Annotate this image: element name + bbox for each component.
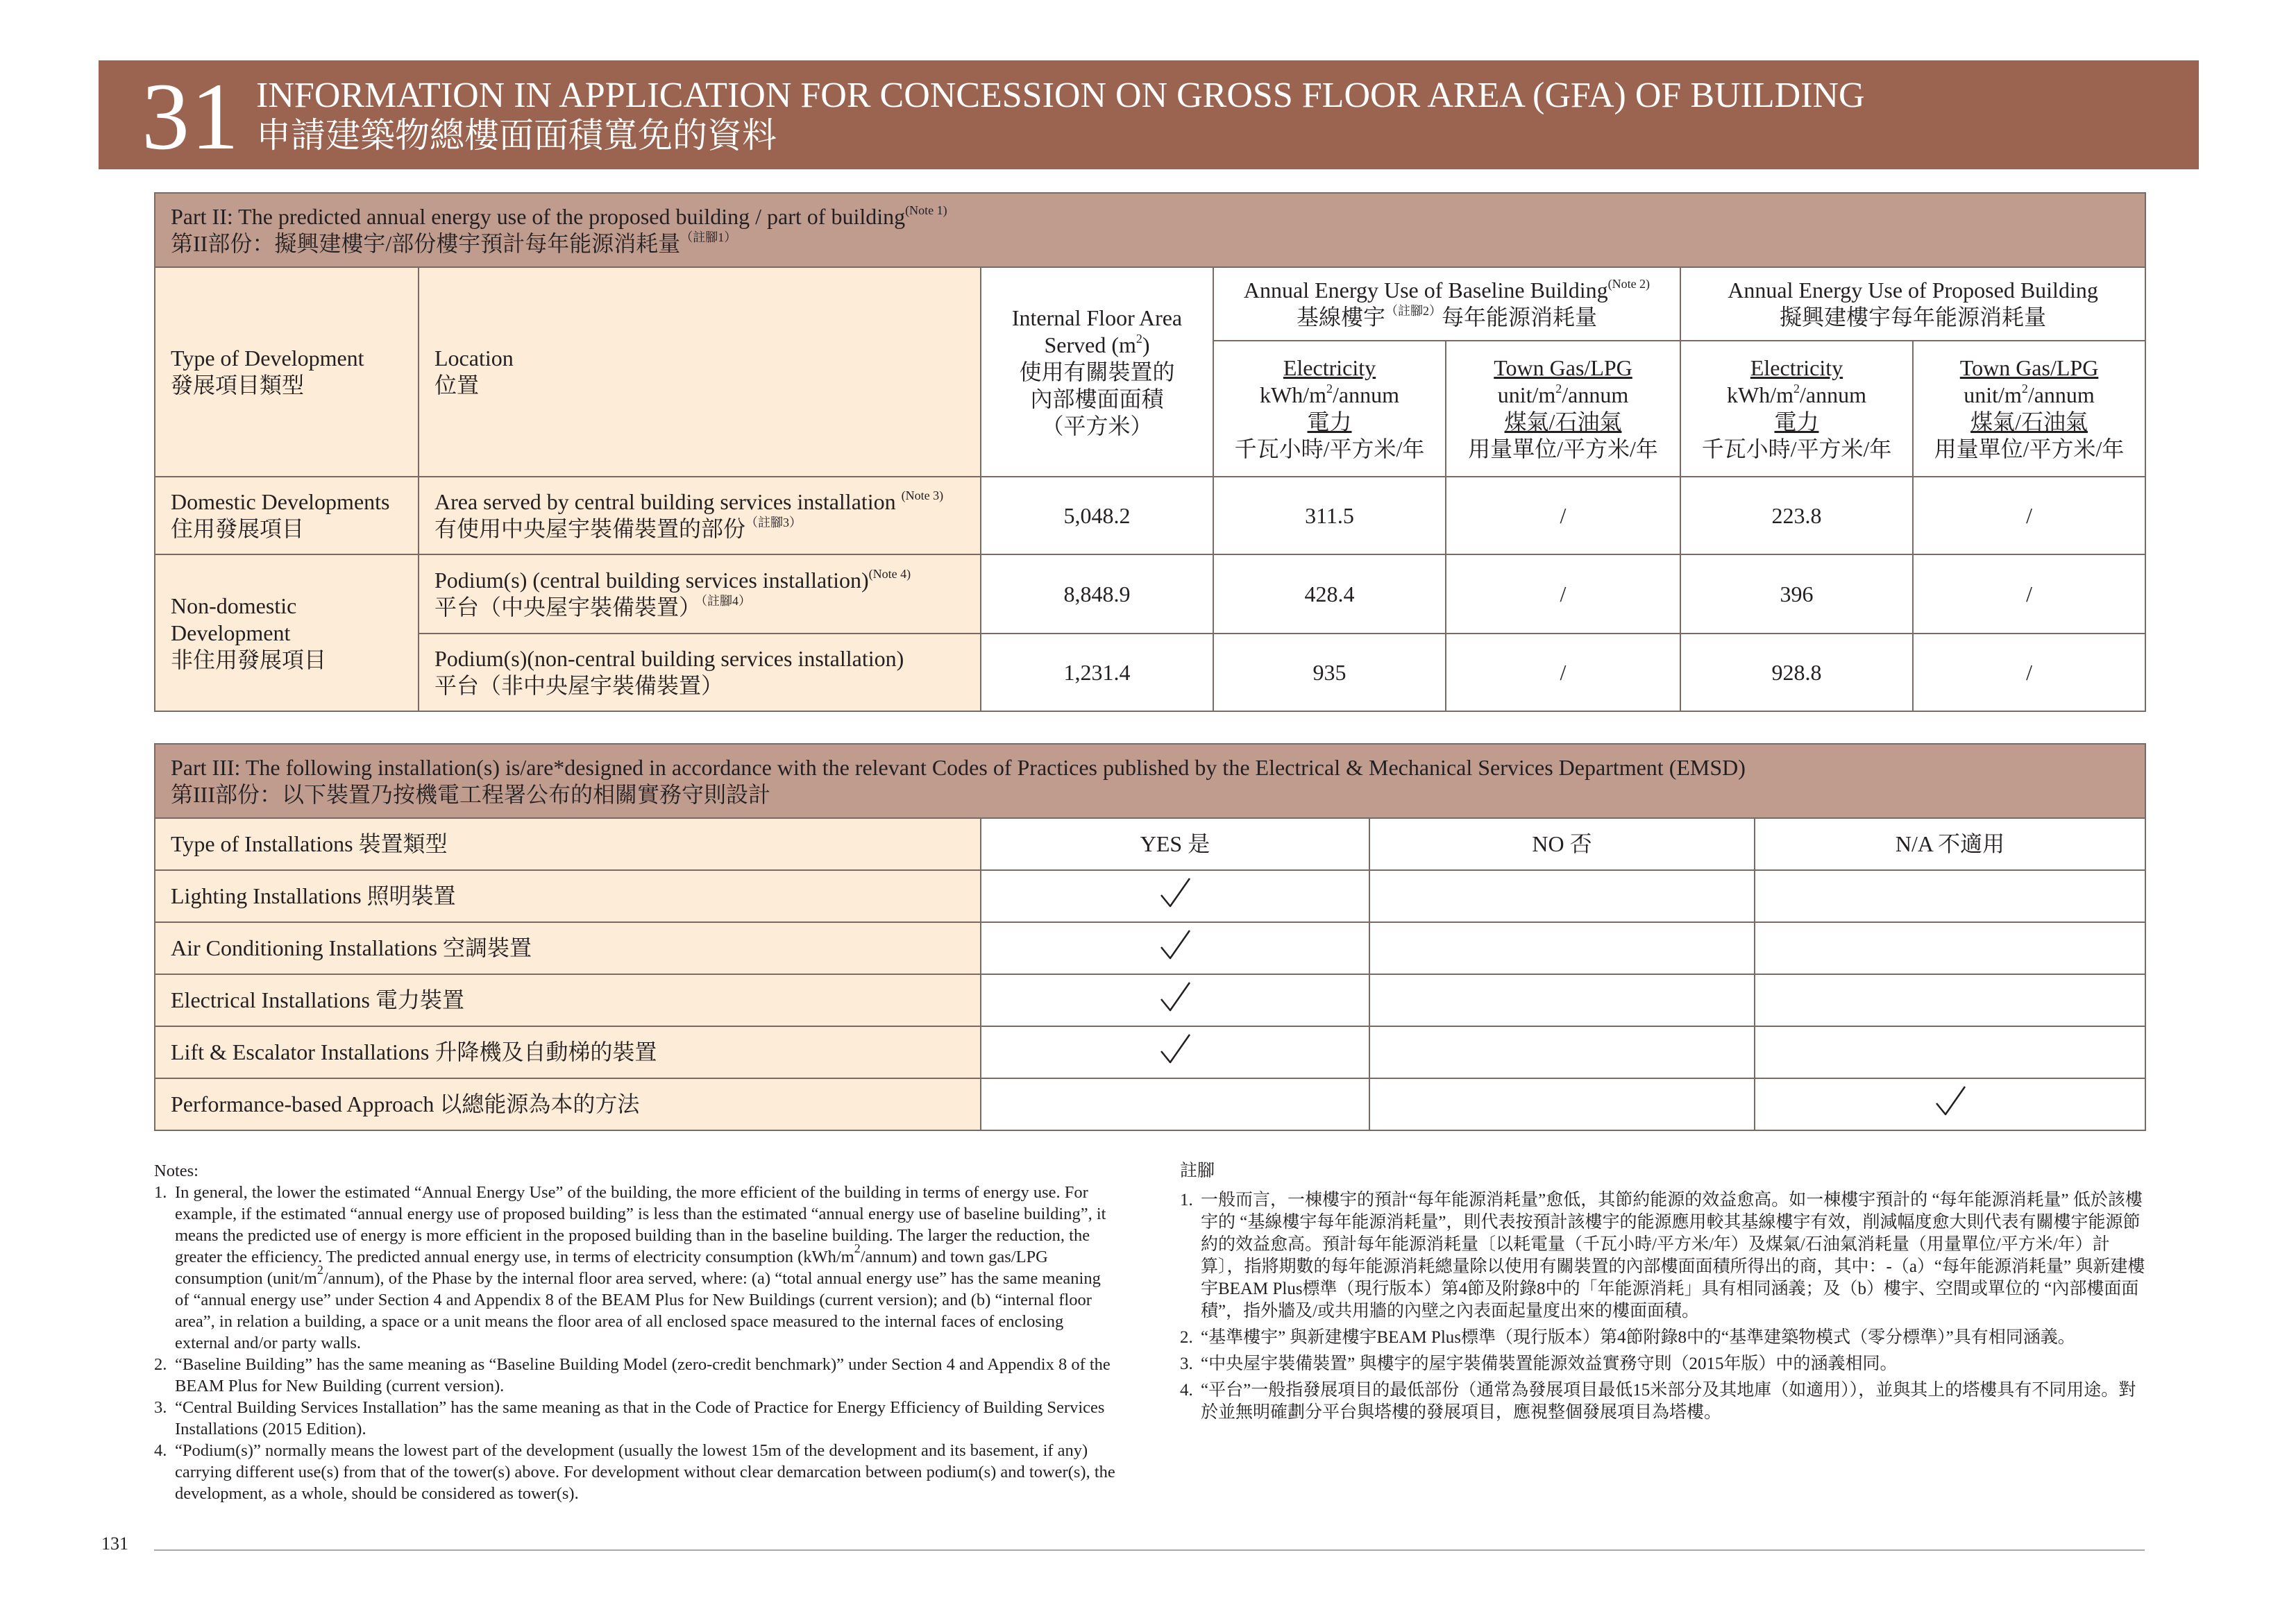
gas-zh: 煤氣/石油氣 [1970, 409, 2088, 434]
note-number: 3. [154, 1398, 167, 1417]
note-sup-a: 2 [854, 1241, 861, 1255]
section-number: 31 [142, 63, 240, 169]
note-number: 3. [1180, 1354, 1193, 1373]
note-text-c: /annum), of the Phase by the internal floor area served, where: (a) “total annual energy use” has the same meaning of “annual energy use” under Section 4 and Appendix 8 of the BEAM Plus for New Buildings (current version); and (b) “internal floor area”, in relation a building, a space or a unit means the floor area of all enclosed space measured to the internal faces of enclosing external and/or party walls. [175, 1269, 1101, 1352]
cell-ifa: 8,848.9 [981, 554, 1213, 634]
header-ifa-sup: 2 [1136, 331, 1142, 346]
installation-label: Electrical Installations 電力裝置 [155, 974, 981, 1026]
cell-yes [981, 1078, 1369, 1130]
table-row [155, 477, 2145, 554]
row-location [419, 477, 981, 554]
header-proposed-gas [1913, 341, 2145, 477]
elec-unit-b: /annum [1333, 382, 1399, 407]
row-location-zh: 平台（中央屋宇裝備裝置） [434, 595, 702, 620]
gas-en: Town Gas/LPG [1494, 355, 1632, 380]
header-ifa-en1: Internal Floor Area [1011, 305, 1183, 330]
note-zh-item [1180, 1189, 2146, 1323]
elec-unit-a: kWh/m [1260, 382, 1326, 407]
cell-base-elec: 935 [1213, 634, 1446, 711]
cell-ifa: 5,048.2 [981, 477, 1213, 554]
note-number: 1. [1180, 1191, 1193, 1209]
part2-title-zh: 第II部份：擬興建樓宇/部份樓宇預計每年能源消耗量 [171, 230, 681, 256]
part3-rows [155, 870, 2145, 1130]
note-en-item [154, 1354, 1117, 1397]
header-type-en: Type of Development [171, 346, 364, 371]
note-sup-b: 2 [316, 1263, 323, 1277]
part3-title [155, 744, 2145, 818]
note-text: “中央屋宇裝備裝置” 與樓宇的屋宇裝備裝置能源效益實務守則（2015年版）中的涵義相同。 [1201, 1354, 1898, 1373]
header-type-zh: 發展項目類型 [171, 373, 305, 398]
note-number: 4. [154, 1441, 167, 1460]
checkmark-icon [1158, 1032, 1192, 1067]
part3-table [154, 743, 2146, 1131]
note-number: 4. [1180, 1381, 1193, 1400]
cell-base-elec: 311.5 [1213, 477, 1446, 554]
header-ifa-zh3: （平方米） [1041, 413, 1153, 439]
table-row [155, 870, 2145, 922]
note-text: “Central Building Services Installation” has the same meaning as that in the Code of Practice for Energy Efficiency of Building Services Installations (2015 Edition). [175, 1398, 1105, 1438]
header-baseline-en: Annual Energy Use of Baseline Building [1243, 278, 1608, 303]
gas-unit-b: /annum [1562, 382, 1629, 407]
elec-unit-sup: 2 [1793, 382, 1800, 396]
gas-unit-zh: 用量單位/平方米/年 [1934, 436, 2125, 461]
note-zh-item [1180, 1353, 2146, 1375]
gas-unit-a: unit/m [1497, 382, 1556, 407]
cell-yes [981, 1026, 1369, 1078]
cell-prop-gas: / [1913, 477, 2145, 554]
elec-zh: 電力 [1774, 409, 1819, 434]
cell-no [1369, 1026, 1755, 1078]
table-row [155, 1026, 2145, 1078]
cell-na [1755, 1078, 2145, 1130]
header-proposed-building [1680, 267, 2145, 341]
cell-na [1755, 974, 2145, 1026]
installation-label: Lift & Escalator Installations 升降機及自動梯的裝置 [155, 1026, 981, 1078]
elec-unit-zh: 千瓦小時/平方米/年 [1234, 436, 1425, 461]
cell-yes [981, 922, 1369, 974]
note-text-b: /annum) and town gas/LPG consumption (unit/m [175, 1248, 1048, 1288]
header-ifa-zh1: 使用有關裝置的 [1019, 359, 1175, 384]
notes-en-list [154, 1182, 1117, 1504]
row-type [155, 477, 419, 554]
part3-title-zh: 第III部份：以下裝置乃按機電工程署公布的相關實務守則設計 [171, 781, 770, 807]
cell-base-gas: / [1446, 477, 1680, 554]
header-baseline-electricity [1213, 341, 1446, 477]
cell-no [1369, 870, 1755, 922]
part3-title-en: Part III: The following installation(s) is/are*designed in accordance with the relevant Codes of Practices published by the Electrical & Mechanical Services Department (EMSD) [171, 754, 1746, 780]
row-location-zh-note: （註腳4） [701, 594, 752, 608]
section-title-zh: 申請建築物總樓面面積寬免的資料 [256, 116, 777, 155]
note-text: “Podium(s)” normally means the lowest part of the development (usually the lowest 15m of the development and its basement, if any) carrying different use(s) from that of the tower(s) above. For development without clear demarcation between podium(s) and tower(s), the development, as a whole, should be considered as tower(s). [175, 1441, 1115, 1503]
row-location-zh-note: （註腳3） [745, 516, 802, 529]
cell-na [1755, 922, 2145, 974]
notes-en-heading: Notes: [154, 1162, 199, 1180]
section-title-en: INFORMATION IN APPLICATION FOR CONCESSION ON GROSS FLOOR AREA (GFA) OF BUILDING [256, 76, 1865, 115]
header-baseline-zh-b: 每年能源消耗量 [1442, 305, 1598, 330]
cell-no [1369, 974, 1755, 1026]
installation-label: Air Conditioning Installations 空調裝置 [155, 922, 981, 974]
cell-base-gas: / [1446, 554, 1680, 634]
row-type [155, 554, 419, 711]
cell-prop-gas: / [1913, 554, 2145, 634]
header-type-of-development [155, 267, 419, 477]
row-location-en: Podium(s)(non-central building services installation) [434, 646, 904, 671]
note-number: 1. [154, 1183, 167, 1202]
notes-zh [1180, 1160, 2146, 1428]
gas-unit-zh: 用量單位/平方米/年 [1468, 436, 1658, 461]
note-en-item [154, 1440, 1117, 1504]
cell-yes [981, 870, 1369, 922]
cell-prop-elec: 928.8 [1680, 634, 1913, 711]
elec-unit-a: kWh/m [1727, 382, 1793, 407]
cell-no [1369, 1078, 1755, 1130]
header-baseline-building [1213, 267, 1680, 341]
header-baseline-gas [1446, 341, 1680, 477]
installation-label: Performance-based Approach 以總能源為本的方法 [155, 1078, 981, 1130]
part2-title-zh-note: （註腳1） [680, 230, 737, 244]
row-location-en-note: (Note 4) [868, 567, 911, 581]
note-text: “Baseline Building” has the same meaning as “Baseline Building Model (zero-credit benchmark)” under Section 4 and Appendix 8 of the BEAM Plus for New Building (current version). [175, 1355, 1111, 1395]
gas-zh: 煤氣/石油氣 [1504, 409, 1622, 434]
header-ifa-en3: ) [1142, 332, 1150, 357]
elec-en: Electricity [1750, 355, 1843, 380]
page-number: 131 [101, 1533, 128, 1554]
table-row [155, 974, 2145, 1026]
row-location-en: Podium(s) (central building services installation) [434, 568, 869, 593]
checkmark-icon [1158, 980, 1192, 1014]
cell-prop-elec: 223.8 [1680, 477, 1913, 554]
row-type-en1: Non-domestic [171, 593, 297, 618]
notes-zh-heading: 註腳 [1180, 1162, 1215, 1180]
elec-zh: 電力 [1307, 409, 1352, 434]
cell-na [1755, 870, 2145, 922]
table-row [155, 922, 2145, 974]
cell-na [1755, 1026, 2145, 1078]
note-zh-item [1180, 1327, 2146, 1349]
notes-en [154, 1160, 1117, 1504]
row-type-en2: Development [171, 620, 291, 645]
header-ifa-en2: Served (m [1044, 332, 1136, 357]
section-banner [99, 60, 2199, 169]
elec-unit-sup: 2 [1326, 382, 1333, 396]
note-en-item [154, 1397, 1117, 1440]
header-proposed-electricity [1680, 341, 1913, 477]
row-location-en: Area served by central building services installation [434, 489, 896, 514]
checkmark-icon [1158, 928, 1192, 962]
row-type-zh: 住用發展項目 [171, 516, 305, 541]
header-internal-floor-area [981, 267, 1213, 477]
header-ifa-zh2: 內部樓面面積 [1030, 386, 1164, 411]
header-proposed-zh: 擬興建樓宇每年能源消耗量 [1780, 305, 2047, 330]
part3-header-no: NO 否 [1369, 818, 1755, 870]
table-row [155, 634, 2145, 711]
header-location-en: Location [434, 346, 514, 371]
part2-title-en-note: (Note 1) [905, 203, 947, 217]
row-location-en-note: (Note 3) [901, 488, 944, 502]
gas-unit-a: unit/m [1964, 382, 2022, 407]
cell-no [1369, 922, 1755, 974]
elec-unit-b: /annum [1800, 382, 1866, 407]
note-number: 2. [1180, 1328, 1193, 1347]
row-type-zh: 非住用發展項目 [171, 647, 327, 672]
cell-base-gas: / [1446, 634, 1680, 711]
row-location [419, 634, 981, 711]
table-row [155, 1078, 2145, 1130]
gas-en: Town Gas/LPG [1959, 355, 2099, 380]
part3-header-na: N/A 不適用 [1755, 818, 2145, 870]
installation-label: Lighting Installations 照明裝置 [155, 870, 981, 922]
elec-unit-zh: 千瓦小時/平方米/年 [1701, 436, 1892, 461]
header-baseline-note: (Note 2) [1607, 277, 1651, 291]
row-location-zh: 平台（非中央屋宇裝備裝置） [434, 673, 724, 698]
row-location [419, 554, 981, 634]
part3-header-type: Type of Installations 裝置類型 [155, 818, 981, 870]
header-baseline-zh-a: 基線樓宇 [1296, 305, 1385, 330]
row-location-zh: 有使用中央屋宇裝備裝置的部份 [434, 516, 746, 541]
note-text: 一般而言，一棟樓宇的預計“每年能源消耗量”愈低，其節約能源的效益愈高。如一棟樓宇預計的 “每年能源消耗量” 低於該樓宇的 “基線樓宇每年能源消耗量”，則代表按預計該樓宇的能源應用較其基線樓宇有效，削減幅度愈大則代表有關樓宇能源節約的效益愈高。預計每年能源消耗量〔以耗電量（千瓦小時/平方米/年）及煤氣/石油氣消耗量（用量單位/平方米/年）計算〕，指將期數的每年能源消耗總量除以使用有關裝置的內部樓面面積所得出的商，其中：-（a）“每年能源消耗量” 與新建樓宇BEAM Plus標準（現行版本）第4節及附錄8中的「年能源消耗」具有相同涵義；及（b）樓宇、空間或單位的 “內部樓面面積”，指外牆及/或共用牆的內壁之內表面起量度出來的樓面面積。 [1201, 1191, 2145, 1320]
checkmark-icon [1934, 1084, 1967, 1119]
cell-ifa: 1,231.4 [981, 634, 1213, 711]
note-text: “基準樓宇” 與新建樓宇BEAM Plus標準（現行版本）第4節附錄8中的“基準建築物模式（零分標準）”具有相同涵義。 [1201, 1328, 2075, 1347]
note-text-a: In general, the lower the estimated “Annual Energy Use” of the building, the more efficient of the building in terms of energy use. For example, if the estimated “annual energy use of proposed building” is less than the estimated “annual energy use of baseline building”, it means the predicted use of energy is more efficient in the proposed building than in the baseline building. The larger the reduction, the greater the efficiency. The predicted annual energy use, in terms of electricity consumption (kWh/m [175, 1183, 1106, 1266]
header-location-zh: 位置 [434, 373, 480, 398]
part2-table [154, 192, 2146, 712]
part3-header-yes: YES 是 [981, 818, 1369, 870]
gas-unit-sup: 2 [2021, 382, 2028, 396]
note-text: “平台”一般指發展項目的最低部份（通常為發展項目最低15米部分及其地庫（如適用）），並與其上的塔樓具有不同用途。對於並無明確劃分平台與塔樓的發展項目，應視整個發展項目為塔樓。 [1201, 1381, 2136, 1422]
cell-prop-gas: / [1913, 634, 2145, 711]
elec-en: Electricity [1283, 355, 1376, 380]
cell-yes [981, 974, 1369, 1026]
gas-unit-b: /annum [2027, 382, 2095, 407]
part2-title-en: Part II: The predicted annual energy use of the proposed building / part of building [171, 203, 906, 229]
note-zh-item [1180, 1379, 2146, 1424]
header-proposed-en: Annual Energy Use of Proposed Building [1728, 278, 2098, 303]
checkmark-icon [1158, 876, 1192, 910]
note-number: 2. [154, 1355, 167, 1374]
cell-prop-elec: 396 [1680, 554, 1913, 634]
notes-zh-list [1180, 1189, 2146, 1424]
footer-divider [154, 1549, 2145, 1551]
header-location [419, 267, 981, 477]
cell-base-elec: 428.4 [1213, 554, 1446, 634]
table-row [155, 554, 2145, 634]
part2-title [155, 193, 2145, 267]
gas-unit-sup: 2 [1555, 382, 1562, 396]
note-en-item [154, 1182, 1117, 1354]
row-type-en: Domestic Developments [171, 489, 390, 514]
header-baseline-zh-note: （註腳2） [1385, 304, 1442, 318]
